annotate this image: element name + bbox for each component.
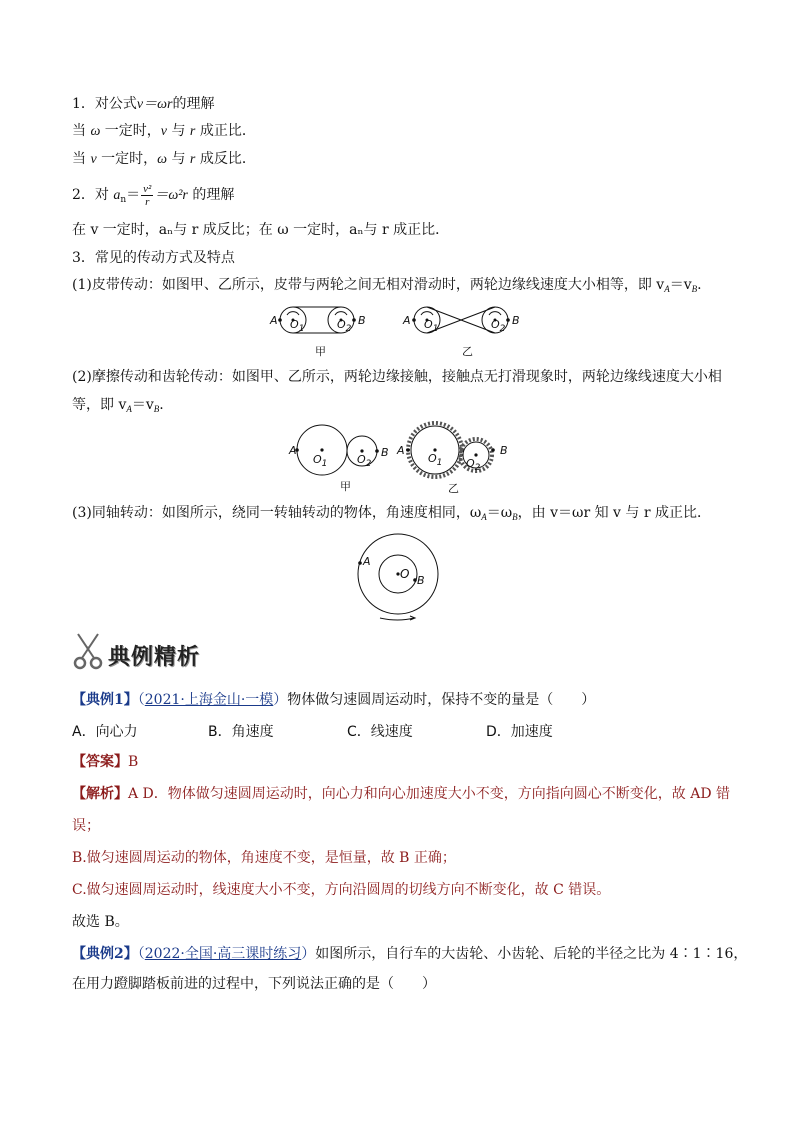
fraction-v2-over-r [141, 183, 153, 208]
option-a: A．向心力 [72, 724, 138, 740]
explanation-line-3: C.做匀速圆周运动时，线速度大小不变，方向沿圆周的切线方向不断变化，故 C 错误。 [72, 882, 611, 898]
example-1-stem [72, 690, 595, 710]
subscript-a: A [664, 284, 670, 294]
answer-tag: 【答案】 [72, 754, 128, 770]
question-stem: 如图所示，自行车的大齿轮、小齿轮、后轮的半径之比为 4∶1∶16， [315, 946, 748, 962]
text: (3)同轴转动：如图所示，绕同一转轴转动的物体，角速度相同，ω [72, 505, 482, 521]
text: （ [137, 692, 145, 708]
label-a: A [397, 444, 405, 457]
sub-2: 2 [499, 324, 506, 334]
question-stem: 物体做匀速圆周运动时，保持不变的量是（ ） [287, 692, 596, 708]
text: 与 [167, 123, 190, 139]
subscript-n: n [120, 195, 127, 205]
sub-2: 2 [345, 324, 352, 334]
symbol-omega: ω [157, 152, 168, 167]
text: A D．物体做匀速圆周运动时，向心力和向心加速度大小不变，方向指向圆心不断变化，故 AD 错 [128, 786, 731, 802]
sub-1: 1 [432, 324, 439, 334]
option-c: C．线速度 [347, 724, 413, 740]
o-text: O [357, 453, 366, 466]
label-yi: 乙 [462, 345, 473, 358]
numerator: v² [143, 182, 152, 195]
belt-drive-text [72, 275, 702, 299]
text: 一定时， [100, 123, 161, 139]
example-2-stem-2: 在用力蹬脚踏板前进的过程中，下列说法正确的是（ ） [72, 976, 436, 992]
text: （ [137, 946, 145, 962]
o-text: O [424, 318, 433, 331]
explanation-line-1 [72, 784, 730, 804]
text: . [159, 397, 164, 413]
symbol-r: r [189, 124, 196, 139]
equals: ＝ [126, 187, 141, 203]
formula-omega2r: ＝ω²r [154, 188, 188, 203]
label-jia: 甲 [315, 345, 326, 358]
source-link[interactable]: 2021·上海金山·一模 [144, 692, 274, 708]
item-2-heading [72, 180, 234, 215]
label-b: B [512, 314, 520, 327]
line-v-constant [72, 149, 256, 170]
subscript-b: B [153, 404, 160, 414]
text: ＝v [131, 397, 154, 413]
denominator: r [145, 195, 150, 208]
text: 等，即 v [72, 397, 127, 413]
symbol-v: v [90, 152, 97, 167]
label-o1 [290, 318, 304, 334]
o-text: O [337, 318, 346, 331]
label-a: A [403, 314, 411, 327]
label-a: A [270, 314, 278, 327]
option-d: D．加速度 [486, 724, 553, 740]
o-text: O [428, 452, 437, 465]
text: 当 [72, 151, 91, 167]
friction-gear-figure [290, 420, 520, 480]
example-2-stem [72, 944, 747, 964]
line-an-relation: 在 v 一定时，aₙ与 r 成反比；在 ω 一定时，aₙ与 r 成正比． [72, 222, 450, 238]
label-o1 [313, 453, 327, 469]
text: ，由 v＝ωr 知 v 与 r 成正比． [517, 505, 711, 521]
explanation-line-2: B.做匀速圆周运动的物体，角速度不变，是恒量，故 B 正确； [72, 850, 456, 866]
label-a: A [363, 555, 371, 568]
symbol-v: v [160, 124, 168, 139]
o-text: O [313, 453, 322, 466]
symbol-omega: ω [90, 124, 101, 139]
answer-value: B [128, 754, 139, 770]
text: ） [273, 692, 288, 708]
subscript-a: A [126, 404, 132, 414]
scissors-icon [70, 630, 108, 672]
sub-2: 2 [474, 463, 481, 473]
label-b: B [381, 446, 389, 459]
explanation-line-1b: 误； [72, 818, 100, 834]
o-text: O [290, 318, 299, 331]
example-tag: 【典例1】 [72, 692, 138, 708]
label-jia: 甲 [340, 480, 351, 493]
text: 成反比． [195, 151, 256, 167]
symbol-a: a [113, 188, 121, 203]
label-yi: 乙 [448, 482, 459, 495]
line-omega-constant [72, 121, 256, 142]
source-link[interactable]: 2022·全国·高三课时练习 [144, 946, 302, 962]
label-a: A [289, 444, 297, 457]
label-b: B [417, 574, 425, 587]
item-1-tail: 的理解 [172, 96, 215, 112]
o-text: O [466, 457, 475, 470]
subscript-b: B [512, 512, 518, 522]
gear-wheels [406, 423, 495, 477]
label-b: B [358, 314, 366, 327]
friction-drive-text: (2)摩擦传动和齿轮传动：如图甲、乙所示，两轮边缘接触，接触点无打滑现象时，两轮边缘线速度大小相 [72, 369, 722, 385]
sub-2: 2 [365, 459, 372, 469]
o-text: O [491, 318, 500, 331]
label-o1 [428, 452, 442, 468]
label-o2 [357, 453, 371, 469]
text: ） [301, 946, 316, 962]
label-o2 [466, 457, 480, 473]
label-o: O [400, 567, 410, 581]
text: (1)皮带传动：如图甲、乙所示，皮带与两轮之间无相对滑动时，两轮边缘线速度大小相等，即 v [72, 277, 665, 293]
text: ＝ω [486, 505, 513, 521]
text: 当 [72, 123, 91, 139]
text: 成正比． [195, 123, 256, 139]
text: . [697, 277, 702, 293]
label-o2 [491, 318, 505, 334]
text: 与 [167, 151, 190, 167]
sub-1: 1 [298, 324, 305, 334]
subscript-b: B [691, 284, 698, 294]
label-o2 [337, 318, 351, 334]
item-1-label: 1．对公式 [72, 96, 137, 112]
subscript-a: A [481, 512, 487, 522]
option-b: B．角速度 [208, 724, 274, 740]
text: 一定时， [96, 151, 158, 167]
explanation-line-4: 故选 B。 [72, 914, 129, 930]
item-3-heading: 3．常见的传动方式及特点 [72, 250, 235, 266]
section-title: 典例精析 [108, 645, 201, 670]
text: 的理解 [187, 187, 235, 203]
sub-1: 1 [321, 459, 328, 469]
sub-1: 1 [436, 458, 443, 468]
answer-line [72, 752, 138, 772]
text: ＝v [669, 277, 692, 293]
item-1-heading [72, 94, 214, 115]
friction-drive-text-2 [72, 395, 164, 419]
coaxial-text [72, 503, 711, 527]
symbol-r: r [189, 152, 196, 167]
formula-v-omega-r: v＝ωr [136, 97, 173, 112]
explanation-tag: 【解析】 [72, 786, 128, 802]
example-tag: 【典例2】 [72, 946, 138, 962]
label-b: B [500, 444, 508, 457]
text: 2．对 [72, 187, 114, 203]
label-o1 [424, 318, 438, 334]
